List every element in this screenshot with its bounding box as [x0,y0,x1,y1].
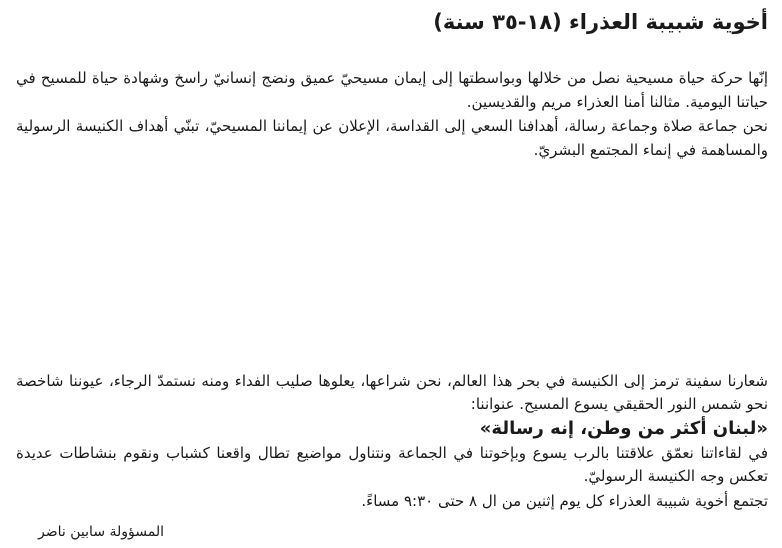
closing-paragraph-meetings: في لقاءاتنا نعمّق علاقتنا بالرب يسوع وبإخوتنا في الجماعة ونتناول مواضيع تطال واقعنا كشباب ونقوم بنشاطات عديدة تعكس وجه الكنيسة الرسوليّ. [16,444,768,485]
meeting-schedule: تجتمع أخوية شبيبة العذراء كل يوم إثنين من ال ٨ حتى ٩:٣٠ مساءً. [361,492,768,510]
closing-section [16,370,768,513]
motto-text: «لبنان أكثر من وطن، إنه رسالة» [479,418,768,439]
signature-line: المسؤولة سابين ناضر [38,524,164,540]
page-title: أخوية شبيبة العذراء (١٨-٣٥ سنة) [433,10,768,34]
closing-paragraph-emblem: شعارنا سفينة ترمز إلى الكنيسة في بحر هذا العالم، نحن شراعها، يعلوها صليب الفداء ومنه نستمدّ الرجاء، عيوننا شاخصة نحو شمس النور الحقيقي يسوع المسيح. عنواننا: [16,372,768,413]
intro-section [16,66,768,162]
intro-paragraph-goals: نحن جماعة صلاة وجماعة رسالة، أهدافنا السعي إلى القداسة، الإعلان عن إيماننا المسيحيّ، تبنّي أهداف الكنيسة الرسولية والمساهمة في إنماء المجتمع البشريّ. [16,117,768,159]
intro-paragraph-mission: إنّها حركة حياة مسيحية نصل من خلالها وبواسطتها إلى إيمان مسيحيّ عميق ونضج إنسانيّ راسخ وشهادة حياة للمسيح في حياتنا اليومية. مثالنا أمنا العذراء مريم والقديسين. [16,69,768,111]
